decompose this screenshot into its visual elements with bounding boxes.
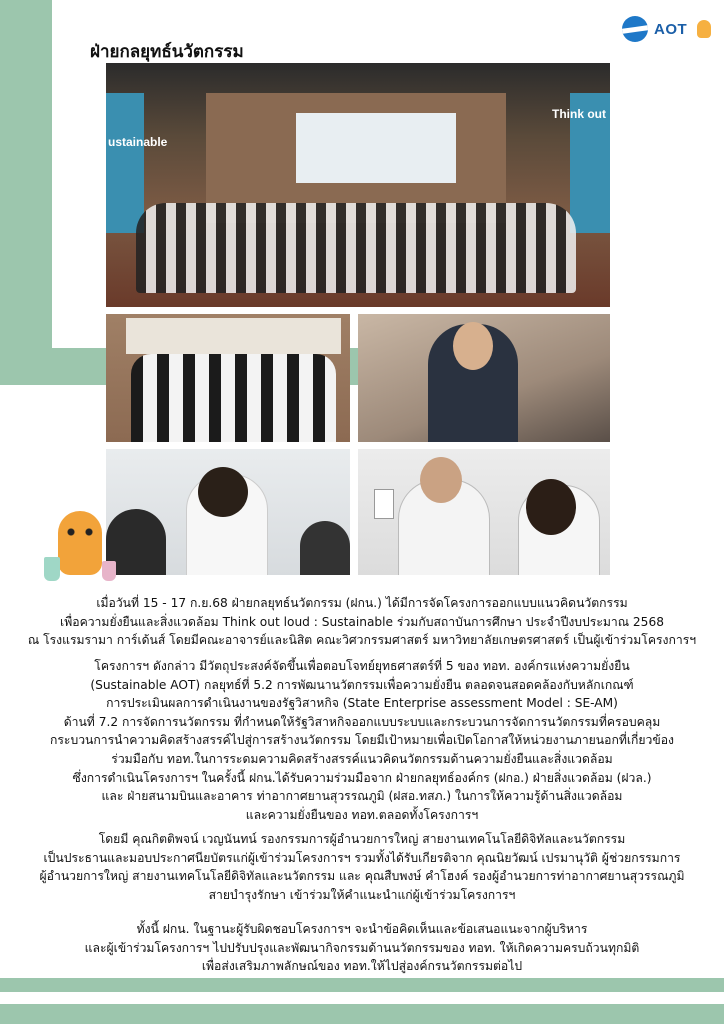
officer-face xyxy=(420,457,462,503)
audience-right xyxy=(300,521,350,575)
paragraph-line: ทั้งนี้ ฝกน. ในฐานะผู้รับผิดชอบโครงการฯ จะนำข้อคิดเห็นและข้อเสนอแนะจากผู้บริหาร xyxy=(136,922,588,936)
paragraph-line: โครงการฯ ดังกล่าว มีวัตถุประสงค์จัดขึ้นเพื่อตอบโจทย์ยุทธศาสตร์ที่ 5 ของ ทอท. องค์กรแห่งความยั่งยืน xyxy=(94,659,630,673)
mascot-eyes xyxy=(66,527,94,537)
speaker-face xyxy=(453,322,493,370)
paragraph-line: การประเมินผลการดำเนินงานของรัฐวิสาหกิจ (State Enterprise assessment Model : SE-AM) xyxy=(106,696,618,711)
paragraph-line: ณ โรงแรมรามา การ์เด้นส์ โดยมีคณะอาจารย์และนิสิต คณะวิศวกรรมศาสตร์ มหาวิทยาลัยเกษตรศาสตร์ เป็นผู้เข้าร่วมโครงการฯ xyxy=(27,633,697,648)
participants-group xyxy=(136,203,576,293)
no-smoking-sign xyxy=(374,489,394,519)
paragraph-line: (Sustainable AOT) กลยุทธ์ที่ 5.2 การพัฒนานวัตกรรมเพื่อความยั่งยืน ตลอดจนสอดคล้องกับหลักเกณฑ์ xyxy=(90,677,634,692)
footer-band-top xyxy=(0,978,724,992)
header-divider xyxy=(52,0,55,348)
aot-logo xyxy=(622,15,711,43)
left-screen-text: ustainable xyxy=(108,135,168,149)
paragraph-line: เมื่อวันที่ 15 - 17 ก.ย.68 ฝ่ายกลยุทธ์นวัตกรรม (ฝกน.) ได้มีการจัดโครงการออกแบบแนวคิดนวัตกรรม xyxy=(96,596,628,610)
decorative-left-band xyxy=(0,0,48,385)
presenter-head xyxy=(198,467,248,517)
right-screen-text: Think out xyxy=(552,107,606,121)
speaker-photo xyxy=(358,314,610,442)
footer-band-bottom xyxy=(0,1004,724,1024)
award-banner xyxy=(126,318,341,354)
paragraph-line: ด้านที่ 7.2 การจัดการนวัตกรรม ที่กำหนดให้รัฐวิสาหกิจออกแบบระบบและกระบวนการจัดการนวัตกรรมที่ครอบคลุม xyxy=(63,714,661,729)
paragraph-line: และความยั่งยืนของ ทอท.ตลอดทั้งโครงการฯ xyxy=(245,807,479,822)
paragraph-line: สายบำรุงรักษา เข้าร่วมให้คำแนะนำแก่ผู้เข้าร่วมโครงการฯ xyxy=(208,887,516,902)
flask-icon xyxy=(44,557,60,581)
event-banner xyxy=(296,113,456,183)
aot-logo-icon xyxy=(622,16,648,42)
paragraph-line: ร่วมมือกับ ทอท.ในการระดมความคิดสร้างสรรค์แนวคิดนวัตกรรมด้านความยั่งยืนและสิ่งแวดล้อม xyxy=(111,751,613,766)
paragraph-line: โดยมี คุณกิตติพจน์ เวญนันทน์ รองกรรมการผู้อำนวยการใหญ่ สายงานเทคโนโลยีดิจิทัลและนวัตกรรม xyxy=(98,832,626,846)
paragraph-line: ซึ่งการดำเนินโครงการฯ ในครั้งนี้ ฝกน.ได้รับความร่วมมือจาก ฝ่ายกลยุทธ์องค์กร (ฝกอ.) ฝ่ายสิ่งแวดล้อม (ฝวล.) xyxy=(72,770,652,785)
paragraph-line: และผู้เข้าร่วมโครงการฯ ไปปรับปรุงและพัฒนากิจกรรมด้านนวัตกรรมของ ทอท. ให้เกิดความครบถ้วนทุกมิติ xyxy=(84,940,640,955)
paragraph-objectives xyxy=(20,657,704,824)
mascot-illustration xyxy=(44,505,118,585)
paragraph-executives xyxy=(20,830,704,904)
aot-logo-text: AOT xyxy=(654,20,688,38)
officers-photo xyxy=(358,449,610,575)
paragraph-conclusion xyxy=(20,920,704,976)
paragraph-line: เพื่อส่งเสริมภาพลักษณ์ของ ทอท.ให้ไปสู่องค์กรนวัตกรรมต่อไป xyxy=(201,959,523,974)
paragraph-line: และ ฝ่ายสนามบินและอาคาร ท่าอากาศยานสุวรรณภูมิ (ฝสอ.ทสภ.) ในการให้ความรู้ด้านสิ่งแวดล้อม xyxy=(101,789,623,804)
left-screen xyxy=(106,93,144,233)
paragraph-intro xyxy=(20,594,704,650)
paragraph-line: ผู้อำนวยการใหญ่ สายงานเทคโนโลยีดิจิทัลและนวัตกรรม และ คุณสืบพงษ์ คำโฮงค์ รองผู้อำนวยการท่าอากาศยานสุวรรณภูมิ xyxy=(39,869,685,884)
award-photo xyxy=(106,314,350,442)
mascot-body xyxy=(58,511,102,575)
paragraph-line: เพื่อความยั่งยืนและสิ่งแวดล้อม Think out loud : Sustainable ร่วมกับสถาบันการศึกษา ประจำปีงบประมาณ 2568 xyxy=(60,614,664,629)
award-recipients xyxy=(131,354,336,442)
officer-woman-head xyxy=(526,479,576,535)
presenter-photo xyxy=(106,449,350,575)
flask-icon xyxy=(102,561,116,581)
paragraph-line: เป็นประธานและมอบประกาศนียบัตรแก่ผู้เข้าร่วมโครงการฯ รวมทั้งได้รับเกียรติจาก คุณนิยวัฒน์ เปรมานุวัติ ผู้ช่วยกรรมการ xyxy=(43,850,681,865)
lightbulb-icon xyxy=(697,20,711,38)
group-photo xyxy=(106,63,610,307)
page-title: ฝ่ายกลยุทธ์นวัตกรรม xyxy=(90,42,244,62)
paragraph-line: กระบวนการนำความคิดสร้างสรรค์ไปสู่การสร้างนวัตกรรม โดยมีเป้าหมายเพื่อเปิดโอกาสให้หน่วยงานภายนอกที่เกี่ยวข้อง xyxy=(49,733,675,748)
